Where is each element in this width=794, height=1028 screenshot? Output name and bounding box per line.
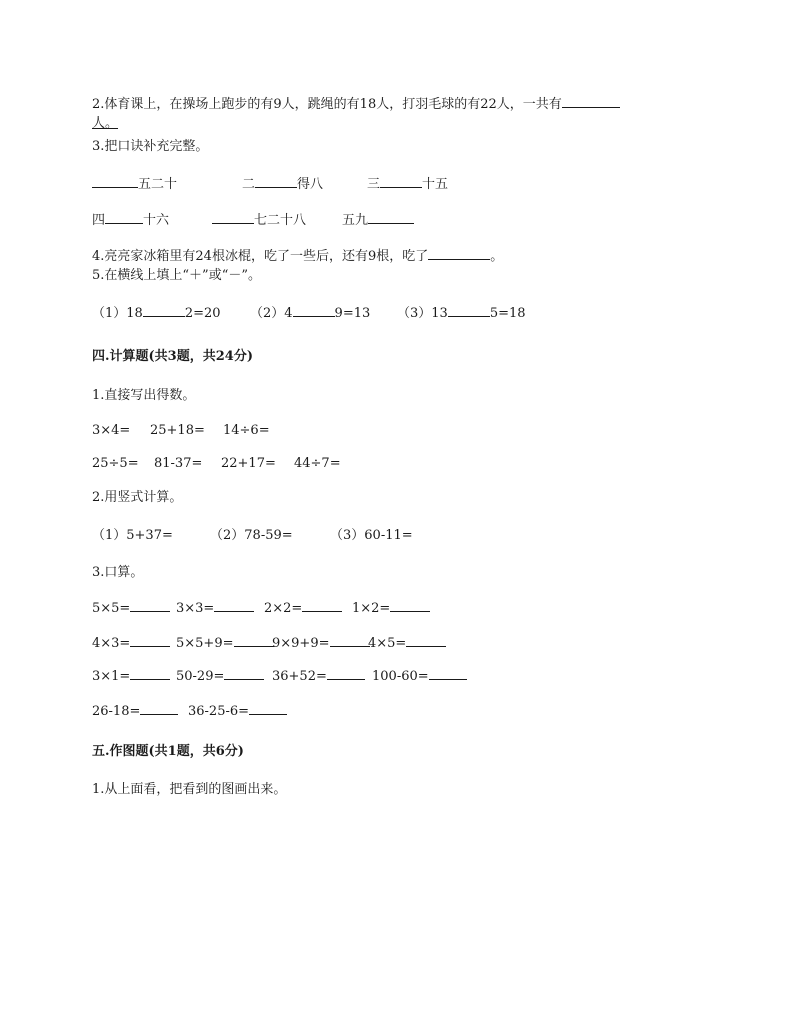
answer-blank[interactable] bbox=[429, 667, 467, 680]
expression: 50-29= bbox=[176, 669, 225, 684]
mental-math-row-2 bbox=[92, 456, 592, 474]
mnemonic-item bbox=[212, 211, 306, 229]
sign-item-pre: （2）4 bbox=[250, 306, 293, 321]
oral-calc-item bbox=[92, 599, 170, 617]
answer-blank[interactable] bbox=[302, 599, 342, 612]
answer-blank[interactable] bbox=[130, 667, 170, 680]
mnemonic-row-2 bbox=[92, 211, 592, 229]
answer-blank[interactable] bbox=[428, 247, 490, 260]
answer-blank[interactable] bbox=[390, 599, 430, 612]
oral-calc-row-2 bbox=[92, 634, 592, 652]
answer-blank[interactable] bbox=[562, 95, 620, 108]
expression: 44÷7= bbox=[294, 456, 341, 471]
oral-calc-item bbox=[372, 667, 467, 685]
expression: 25+18= bbox=[150, 423, 205, 438]
section-4-title: 四.计算题(共3题，共24分) bbox=[92, 349, 253, 364]
vertical-calc-item: （3）60-11= bbox=[330, 528, 413, 543]
mnemonic-text: 四 bbox=[92, 213, 106, 228]
expression: 36+52= bbox=[272, 669, 327, 684]
answer-blank[interactable] bbox=[330, 634, 370, 647]
expression: 5×5+9= bbox=[176, 636, 234, 651]
sign-item-post: 2=20 bbox=[184, 306, 221, 321]
sign-item bbox=[250, 304, 370, 322]
expression: 5×5= bbox=[92, 601, 131, 616]
answer-blank[interactable] bbox=[293, 304, 335, 317]
answer-blank[interactable] bbox=[105, 211, 143, 224]
answer-blank[interactable] bbox=[212, 211, 254, 224]
section-4-question-3: 3.口算。 bbox=[92, 565, 144, 580]
question-2-text: 2.体育课上，在操场上跑步的有9人，跳绳的有18人，打羽毛球的有22人，一共有 bbox=[92, 97, 562, 112]
oral-calc-item bbox=[272, 667, 365, 685]
question-2 bbox=[92, 95, 620, 113]
sign-item-pre: （1）18 bbox=[92, 306, 143, 321]
question-5: 5.在横线上填上“＋”或“－”。 bbox=[92, 268, 261, 283]
sign-row bbox=[92, 304, 592, 322]
expression: 26-18= bbox=[92, 704, 141, 719]
answer-blank[interactable] bbox=[406, 634, 446, 647]
sign-item-pre: （3）13 bbox=[397, 306, 448, 321]
answer-blank[interactable] bbox=[368, 211, 414, 224]
question-4-tail: 。 bbox=[490, 249, 504, 264]
answer-blank[interactable] bbox=[255, 175, 297, 188]
expression: 100-60= bbox=[372, 669, 429, 684]
question-4-text: 4.亮亮家冰箱里有24根冰棍，吃了一些后，还有9根，吃了 bbox=[92, 249, 429, 264]
sign-item bbox=[397, 304, 526, 322]
mnemonic-text: 二 bbox=[242, 177, 256, 192]
oral-calc-item bbox=[92, 667, 170, 685]
answer-blank[interactable] bbox=[140, 702, 178, 715]
mnemonic-text: 三 bbox=[367, 177, 381, 192]
oral-calc-row-4 bbox=[92, 702, 592, 720]
mnemonic-text: 七二十八 bbox=[254, 213, 307, 228]
section-5-title: 五.作图题(共1题，共6分) bbox=[92, 744, 244, 759]
oral-calc-item bbox=[176, 599, 254, 617]
mnemonic-text: 十六 bbox=[143, 213, 170, 228]
oral-calc-item bbox=[272, 634, 370, 652]
expression: 25÷5= bbox=[92, 456, 139, 471]
oral-calc-item bbox=[188, 702, 287, 720]
mnemonic-text: 五二十 bbox=[138, 177, 178, 192]
vertical-calc-row bbox=[92, 528, 592, 546]
oral-calc-item bbox=[368, 634, 446, 652]
vertical-calc-item: （2）78-59= bbox=[210, 528, 293, 543]
expression: 4×5= bbox=[368, 636, 407, 651]
sign-item-post: 9=13 bbox=[334, 306, 371, 321]
mnemonic-item bbox=[92, 175, 177, 193]
answer-blank[interactable] bbox=[448, 304, 490, 317]
section-4-question-1: 1.直接写出得数。 bbox=[92, 388, 196, 403]
expression: 3×4= bbox=[92, 423, 131, 438]
mental-math-row-1 bbox=[92, 423, 592, 441]
vertical-calc-item: （1）5+37= bbox=[92, 528, 173, 543]
oral-calc-item bbox=[176, 634, 274, 652]
oral-calc-item bbox=[176, 667, 264, 685]
mnemonic-row-1 bbox=[92, 175, 592, 193]
mnemonic-item bbox=[342, 211, 414, 229]
question-2-tail-text: 人。 bbox=[92, 116, 119, 131]
answer-blank[interactable] bbox=[234, 634, 274, 647]
question-4 bbox=[92, 247, 503, 265]
expression: 9×9+9= bbox=[272, 636, 330, 651]
oral-calc-item bbox=[92, 702, 178, 720]
mnemonic-item bbox=[242, 175, 323, 193]
section-4-question-2: 2.用竖式计算。 bbox=[92, 490, 183, 505]
question-2-tail bbox=[92, 116, 118, 132]
answer-blank[interactable] bbox=[327, 667, 365, 680]
oral-calc-row-1 bbox=[92, 599, 592, 617]
oral-calc-item bbox=[264, 599, 342, 617]
expression: 36-25-6= bbox=[188, 704, 250, 719]
answer-blank[interactable] bbox=[130, 634, 170, 647]
expression: 3×3= bbox=[176, 601, 215, 616]
expression: 3×1= bbox=[92, 669, 131, 684]
expression: 22+17= bbox=[221, 456, 276, 471]
answer-blank[interactable] bbox=[130, 599, 170, 612]
answer-blank[interactable] bbox=[143, 304, 185, 317]
mnemonic-text: 五九 bbox=[342, 213, 369, 228]
oral-calc-item bbox=[92, 634, 170, 652]
section-5-question-1: 1.从上面看，把看到的图画出来。 bbox=[92, 782, 287, 797]
answer-blank[interactable] bbox=[224, 667, 264, 680]
question-3: 3.把口诀补充完整。 bbox=[92, 139, 209, 154]
sign-item bbox=[92, 304, 221, 322]
expression: 4×3= bbox=[92, 636, 131, 651]
answer-blank[interactable] bbox=[249, 702, 287, 715]
expression: 1×2= bbox=[352, 601, 391, 616]
expression: 14÷6= bbox=[223, 423, 270, 438]
expression: 81-37= bbox=[154, 456, 203, 471]
sign-item-post: 5=18 bbox=[489, 306, 526, 321]
answer-blank[interactable] bbox=[380, 175, 422, 188]
oral-calc-item bbox=[352, 599, 430, 617]
answer-blank[interactable] bbox=[92, 175, 138, 188]
mnemonic-item bbox=[92, 211, 169, 229]
mnemonic-item bbox=[367, 175, 448, 193]
expression: 2×2= bbox=[264, 601, 303, 616]
answer-blank[interactable] bbox=[214, 599, 254, 612]
mnemonic-text: 十五 bbox=[422, 177, 449, 192]
mnemonic-text: 得八 bbox=[297, 177, 324, 192]
oral-calc-row-3 bbox=[92, 667, 592, 685]
